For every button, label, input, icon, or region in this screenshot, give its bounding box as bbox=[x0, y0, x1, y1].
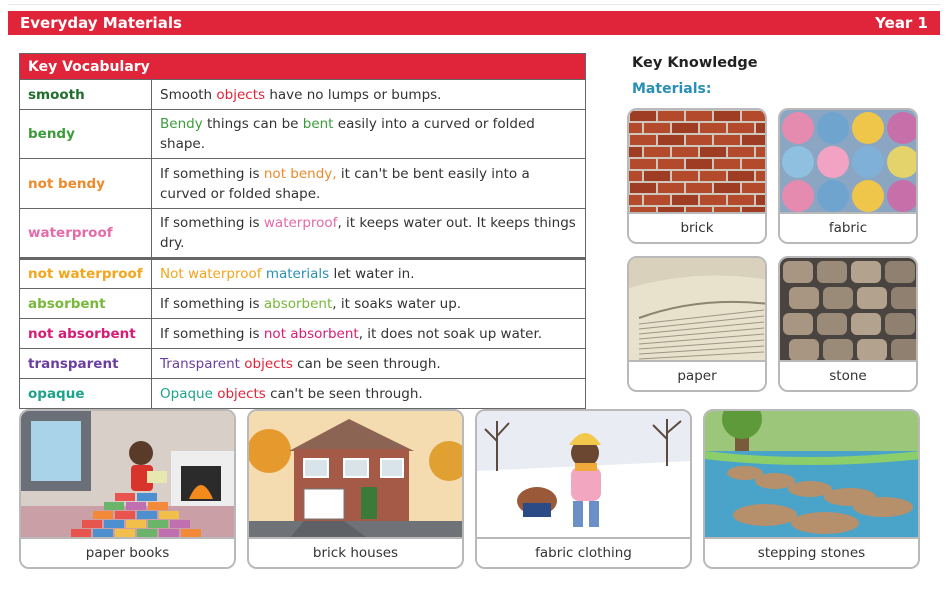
stone-shape bbox=[817, 313, 847, 335]
definition-text: let water in. bbox=[329, 266, 415, 282]
material-label: stone bbox=[780, 360, 916, 390]
stone-shape bbox=[851, 313, 881, 335]
definition-text: If something is bbox=[160, 215, 264, 231]
brick-shape bbox=[728, 171, 754, 181]
brick-shape bbox=[644, 123, 670, 133]
definition-text: easily into a curved or folded shape. bbox=[160, 116, 535, 152]
brick-shape bbox=[672, 195, 698, 205]
brick-shape bbox=[686, 111, 712, 121]
table-row bbox=[20, 110, 586, 159]
definition-text: can't be seen through. bbox=[265, 385, 423, 402]
book-shape bbox=[93, 529, 113, 537]
brick-shape bbox=[658, 111, 684, 121]
river-stone-shape bbox=[853, 497, 913, 517]
book-shape bbox=[137, 529, 157, 537]
term-absorbent: absorbent bbox=[20, 289, 152, 319]
brick-shape bbox=[756, 171, 767, 181]
definition-text: things can be bbox=[202, 116, 303, 132]
brick-shape bbox=[630, 183, 656, 193]
stone-shape bbox=[885, 261, 915, 283]
definition-keyword: objects bbox=[217, 385, 266, 402]
brick-shape bbox=[700, 123, 726, 133]
stone-shape bbox=[857, 339, 887, 361]
stone-shape bbox=[823, 339, 853, 361]
example-label: stepping stones bbox=[705, 537, 918, 567]
stone-shape bbox=[823, 287, 853, 309]
brick-shape bbox=[756, 123, 767, 133]
definition-keyword: materials bbox=[265, 266, 330, 282]
brick-shape bbox=[629, 171, 642, 181]
brick-shape bbox=[742, 159, 767, 169]
stone-shape bbox=[885, 313, 915, 335]
brick-shape bbox=[630, 111, 656, 121]
definition-keyword: waterproof bbox=[263, 215, 338, 231]
fabric-roll-shape bbox=[887, 112, 918, 144]
material-card-stone bbox=[778, 256, 918, 392]
example-card-stepping-stones bbox=[703, 409, 920, 569]
book-shape bbox=[137, 511, 157, 519]
fabric-roll-shape bbox=[782, 146, 814, 178]
fabric-roll-shape bbox=[887, 146, 918, 178]
river-stones-illustration bbox=[705, 411, 920, 539]
fabric-roll-shape bbox=[887, 180, 918, 212]
brick-house-illustration bbox=[249, 411, 464, 539]
definition-text: If something is bbox=[160, 295, 264, 312]
fabric-roll-shape bbox=[782, 112, 814, 144]
brick-shape bbox=[629, 195, 642, 205]
brick-shape bbox=[686, 135, 712, 145]
brick-shape bbox=[629, 123, 642, 133]
definition-text: can be seen through. bbox=[292, 355, 441, 372]
material-card-brick bbox=[627, 108, 767, 244]
vocabulary-heading: Key Vocabulary bbox=[20, 54, 586, 80]
definition-text: , it soaks water up. bbox=[332, 295, 462, 312]
book-shape bbox=[115, 493, 135, 501]
definition-keyword: absorbent bbox=[263, 295, 333, 312]
paper-pages-image bbox=[629, 258, 767, 362]
definition bbox=[152, 110, 586, 159]
table-row bbox=[20, 159, 586, 209]
year-label: Year 1 bbox=[875, 14, 928, 32]
fabric-roll-shape bbox=[817, 112, 849, 144]
fabric-roll-shape bbox=[852, 146, 884, 178]
book-shape bbox=[115, 511, 135, 519]
definition-keyword: not bendy, bbox=[263, 165, 337, 182]
stone-wall-image bbox=[780, 258, 918, 362]
table-row bbox=[20, 259, 586, 289]
vocabulary-table bbox=[19, 53, 586, 409]
stone-shape bbox=[817, 261, 847, 283]
river-stone-shape bbox=[733, 504, 797, 526]
stone-shape bbox=[789, 339, 819, 361]
brick-shape bbox=[728, 123, 754, 133]
material-card-fabric bbox=[778, 108, 918, 244]
brick-shape bbox=[714, 135, 740, 145]
book-shape bbox=[148, 520, 168, 528]
brick-shape bbox=[714, 111, 740, 121]
reading-books-illustration bbox=[21, 411, 236, 539]
fabric-roll-shape bbox=[817, 146, 849, 178]
river-stone-shape bbox=[755, 473, 795, 489]
brick-shape bbox=[644, 171, 670, 181]
brick-shape bbox=[728, 195, 754, 205]
book-shape bbox=[104, 520, 124, 528]
table-row bbox=[20, 289, 586, 319]
book-shape bbox=[181, 529, 201, 537]
fabric-roll-shape bbox=[782, 180, 814, 212]
brick-shape bbox=[756, 195, 767, 205]
definition-keyword: bent bbox=[302, 116, 334, 132]
definition-text: Smooth bbox=[160, 86, 217, 103]
brick-shape bbox=[742, 135, 767, 145]
definition-text: If something is bbox=[160, 325, 264, 342]
book-shape bbox=[104, 502, 124, 510]
example-card-fabric-clothing bbox=[475, 409, 692, 569]
fabric-roll-shape bbox=[817, 180, 849, 212]
book-shape bbox=[115, 529, 135, 537]
definition-keyword: objects bbox=[244, 355, 293, 372]
example-card-paper-books bbox=[19, 409, 236, 569]
term-bendy: bendy bbox=[20, 110, 152, 159]
book-shape bbox=[126, 520, 146, 528]
brick-shape bbox=[714, 183, 740, 193]
brick-shape bbox=[700, 171, 726, 181]
brick-shape bbox=[644, 195, 670, 205]
brick-shape bbox=[700, 195, 726, 205]
top-rule bbox=[8, 4, 940, 5]
material-card-paper bbox=[627, 256, 767, 392]
table-row bbox=[20, 349, 586, 379]
table-row bbox=[20, 80, 586, 110]
brick-shape bbox=[742, 111, 767, 121]
fabric-rolls-image bbox=[780, 110, 918, 214]
definition bbox=[152, 289, 586, 319]
brick-shape bbox=[672, 147, 698, 157]
definition bbox=[152, 349, 586, 379]
definition-keyword: objects bbox=[216, 86, 266, 103]
brick-shape bbox=[742, 183, 767, 193]
example-label: fabric clothing bbox=[477, 537, 690, 567]
definition-text: , it keeps water out. It keeps things dry. bbox=[160, 215, 576, 251]
term-transparent: transparent bbox=[20, 349, 152, 379]
stone-shape bbox=[789, 287, 819, 309]
brick-shape bbox=[629, 147, 642, 157]
book-shape bbox=[137, 493, 157, 501]
definition-keyword: Opaque bbox=[160, 385, 213, 402]
stone-shape bbox=[857, 287, 887, 309]
definition-text: If something is bbox=[160, 165, 264, 182]
table-row bbox=[20, 209, 586, 259]
book-shape bbox=[148, 502, 168, 510]
material-label: paper bbox=[629, 360, 765, 390]
stone-shape bbox=[891, 287, 918, 309]
brick-shape bbox=[728, 147, 754, 157]
term-waterproof: waterproof bbox=[20, 209, 152, 259]
brick-shape bbox=[700, 147, 726, 157]
example-label: brick houses bbox=[249, 537, 462, 567]
book-shape bbox=[71, 529, 91, 537]
term-opaque: opaque bbox=[20, 379, 152, 409]
river-stone-shape bbox=[791, 512, 859, 534]
page-title: Everyday Materials bbox=[20, 14, 182, 32]
definition-text: have no lumps or bumps. bbox=[265, 86, 442, 103]
brick-wall-image bbox=[629, 110, 767, 214]
brick-shape bbox=[672, 171, 698, 181]
table-row bbox=[20, 379, 586, 409]
brick-shape bbox=[756, 147, 767, 157]
key-knowledge-heading: Key Knowledge bbox=[632, 55, 758, 71]
term-not-bendy: not bendy bbox=[20, 159, 152, 209]
book-shape bbox=[82, 520, 102, 528]
definition-keyword: Bendy bbox=[160, 116, 203, 132]
stone-shape bbox=[851, 261, 881, 283]
book-shape bbox=[159, 511, 179, 519]
term-not-waterproof: not waterproof bbox=[20, 259, 152, 289]
definition-text: , it does not soak up water. bbox=[358, 325, 543, 342]
brick-shape bbox=[658, 183, 684, 193]
stone-shape bbox=[783, 261, 813, 283]
definition-keyword: Not waterproof bbox=[160, 266, 262, 282]
material-label: brick bbox=[629, 212, 765, 242]
term-not-absorbent: not absorbent bbox=[20, 319, 152, 349]
example-card-brick-houses bbox=[247, 409, 464, 569]
book-shape bbox=[170, 520, 190, 528]
example-label: paper books bbox=[21, 537, 234, 567]
brick-shape bbox=[658, 135, 684, 145]
definition bbox=[152, 259, 586, 289]
brick-shape bbox=[672, 123, 698, 133]
definition bbox=[152, 209, 586, 259]
fabric-roll-shape bbox=[852, 180, 884, 212]
definition bbox=[152, 319, 586, 349]
brick-shape bbox=[630, 159, 656, 169]
definition bbox=[152, 379, 586, 409]
winter-clothing-illustration bbox=[477, 411, 692, 539]
book-shape bbox=[159, 529, 179, 537]
table-row bbox=[20, 319, 586, 349]
book-shape bbox=[126, 502, 146, 510]
title-banner bbox=[8, 11, 940, 35]
definition bbox=[152, 80, 586, 110]
definition-text: it can't be bent easily into a curved or folded shape. bbox=[160, 165, 530, 202]
stone-shape bbox=[783, 313, 813, 335]
brick-shape bbox=[658, 159, 684, 169]
material-label: fabric bbox=[780, 212, 916, 242]
definition-keyword: not absorbent bbox=[263, 325, 359, 342]
brick-shape bbox=[686, 159, 712, 169]
brick-shape bbox=[714, 159, 740, 169]
materials-subheading: Materials: bbox=[632, 81, 712, 97]
brick-shape bbox=[644, 147, 670, 157]
book-shape bbox=[93, 511, 113, 519]
term-smooth: smooth bbox=[20, 80, 152, 110]
brick-shape bbox=[686, 183, 712, 193]
definition bbox=[152, 159, 586, 209]
definition-keyword: Transparent bbox=[160, 355, 240, 372]
fabric-roll-shape bbox=[852, 112, 884, 144]
brick-shape bbox=[630, 135, 656, 145]
stone-shape bbox=[891, 339, 918, 361]
